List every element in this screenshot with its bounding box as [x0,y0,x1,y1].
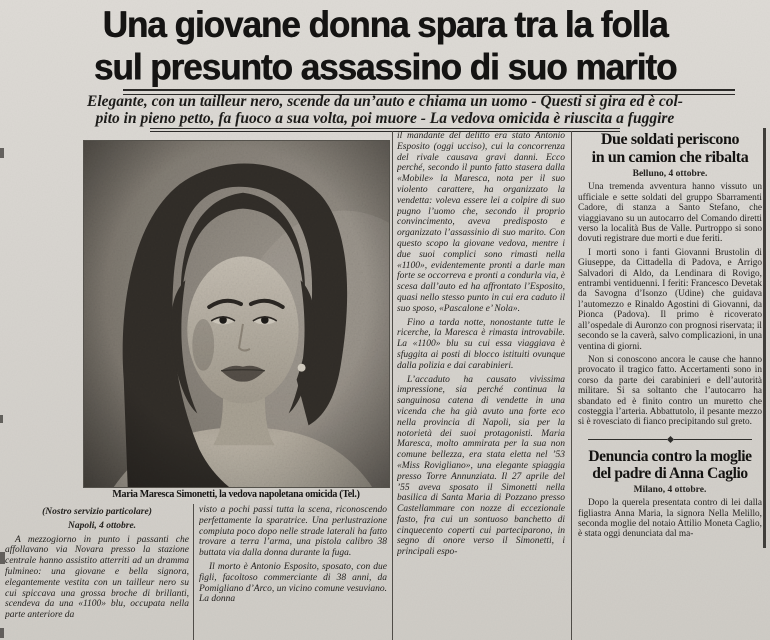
scan-artifact [0,628,4,638]
soldiers-headline-line1: Due soldati periscono [600,131,740,148]
dateline-milano: Milano, 4 ottobre. [633,484,707,495]
subheadline [18,93,752,127]
article-paragraph: Fino a tarda notte, nonostante tutte le ricerche, la Maresca è rimasta introvabile. La «1100» blu su cui essa viaggiava è sfuggita ai posti di blocco istituiti ovunque dalla polizia e dai carabinieri. [397,317,565,371]
divider-diamond-icon [666,436,673,443]
scan-artifact [0,552,5,564]
photo-caption: Maria Maresca Simonetti, la vedova napoletana omicida (Tel.) [112,489,360,500]
article-paragraph: Dopo la querela presentata contro di lei dalla figliastra Anna Maria, la signora Nella Melillo, seconda moglie del notaio Attilio Moneta Caglio, è stata oggi denunciata dal ma- [578,498,762,540]
article-paragraph: A mezzogiorno in punto i passanti che affollavano via Novara presso la stazione centrale hanno assistito atterriti ad un dramma fulmineo: una giovane e bella signora, elegantemente vestita con un tailleur nero su cui spiccava una grossa broche di brillanti, scendeva da una «1100» blu, occupata nella parte anteriore da [5,534,189,621]
scan-artifact [0,148,4,158]
caglio-headline-line1: Denuncia contro la moglie [588,447,752,465]
lead-article-column-3 [397,131,565,640]
divider-line [588,439,667,440]
article-paragraph: I morti sono i fanti Giovanni Brustolin di Giuseppe, da Cittadella di Padova, e Arrigo Salvadori di Aldo, da Lendinara di Rovigo, entrambi ventiduenni. I feriti: Francesco Devetak da Savogna d’Isonzo (Udine) che guidava l’automezzo e Rinaldo Agostini di Giovanni, da Pionca (Padova). Il primo è ricoverato all’ospedale di Auronzo con prognosi riservata; il secondo se la caverà, salvo complicazioni, in una ventina di giorni. [578,247,762,352]
column-rule [571,131,572,640]
dateline-belluno: Belluno, 4 ottobre. [632,169,708,179]
lead-article-column-1 [5,507,189,640]
page-edge-rule [763,128,766,548]
scan-artifact [0,415,3,423]
byline: (Nostro servizio particolare) [42,507,152,517]
main-headline-line1: Una giovane donna spara tra la folla [102,4,668,46]
article-paragraph: il mandante del delitto era stato Antonio Esposito (oggi ucciso), cui la concorrenza del rivale causava gravi danni. Ecco perché, secondo il punto fatto stasera dalla «Mobile» la Maresca, nota per il suo violento carattere, ha organizzato la vendetta: voleva essere lei a colpire di suo pugno l’uomo che, secondo il proprio convincimento, aveva predisposto e organizzato l’assassinio di suo marito. Con questo scopo la giovane vedova, mentre i due suoi complici sono rimasti nella «1100», evidentemente pronti a darle man forte se occorreva e pronti a condurla via, è scesa dall’auto ed ha affrontato l’Esposito, quasi nello stesso punto in cui era caduto il suo sposo, «Pascalone e’ Nola». [397,131,565,314]
dateline-napoli: Napoli, 4 ottobre. [67,520,137,531]
article-divider [588,437,752,442]
main-headline-line2: sul presunto assassino di suo marito [93,46,677,88]
soldiers-headline-line2: in un camion che ribalta [591,148,749,166]
portrait-photo [83,140,390,488]
column-rule [392,131,393,640]
subheadline-line1: Elegante, con un tailleur nero, scende da un’auto e chiama un uomo - Questi si gira ed è col- [87,93,683,110]
portrait-photo-illustration [84,141,389,487]
main-headline [0,4,770,89]
caglio-article-headline [578,448,762,482]
divider-line [674,439,753,440]
column-rule [193,504,194,640]
article-paragraph: L’accaduto ha causato vivissima impressione, sia perché continua la sanguinosa catena di vendette in una vicenda che ha già avuto una forte eco nella provincia di Napoli, sia per la notorietà dei suoi protagonisti. Maria Maresca, molto ammirata per la sua non comune bellezza, era stata eletta nel ’53 «Miss Rovigliano», una elegante spiaggia presso Torre Annunziata. Il 27 aprile del ’55 aveva sposato il Simonetti nella basilica di Santa Maria di Pozzano presso Castellammare con nozze di eccezionale fasto, fra cui un sontuoso banchetto di cinquecento coperti cui parteciparono, in segno di onore verso il Simonetti, i principali espo- [397,374,565,558]
article-paragraph: visto a pochi passi tutta la scena, riconoscendo perfettamente la sparatrice. Una perlustrazione compiuta poco dopo nelle strade laterali ha fatto trovare a terra l’arma, una pistola calibro 38 buttata via dalla donna durante la fuga. [199,505,387,559]
article-paragraph: Una tremenda avventura hanno vissuto un ufficiale e sette soldati del gruppo Sbarramenti Cadore, di stanza a Santo Stefano, che viaggiavano su un autocarro del Comando diretti verso la località Bus de Valle. Purtroppo si sono dovuti registrare due morti e due feriti. [578,182,762,245]
article-paragraph: Non si conoscono ancora le cause che hanno provocato il tragico fatto. Accertamenti sono in corso da parte dei carabinieri e dell’autorità militare. Si sa soltanto che l’autocarro ha sbandato ed è finito contro un muretto che costeggia l’arteria. Abbattutolo, il pesante mezzo si è rovesciato di fianco precipitando sul greto. [578,354,762,428]
article-paragraph: Il morto è Antonio Esposito, sposato, con due figli, facoltoso commerciante di 38 anni, da Pomigliano d’Arco, un vicino comune vesuviano. La donna [199,561,387,605]
subheadline-line2: pito in pieno petto, fa fuoco a sua volta, poi muore - La vedova omicida è riuscita a fuggire [95,110,675,127]
right-column [578,131,762,640]
lead-article-column-2 [199,505,387,640]
caglio-headline-line2: del padre di Anna Caglio [592,464,748,482]
soldiers-article-headline [578,131,762,166]
